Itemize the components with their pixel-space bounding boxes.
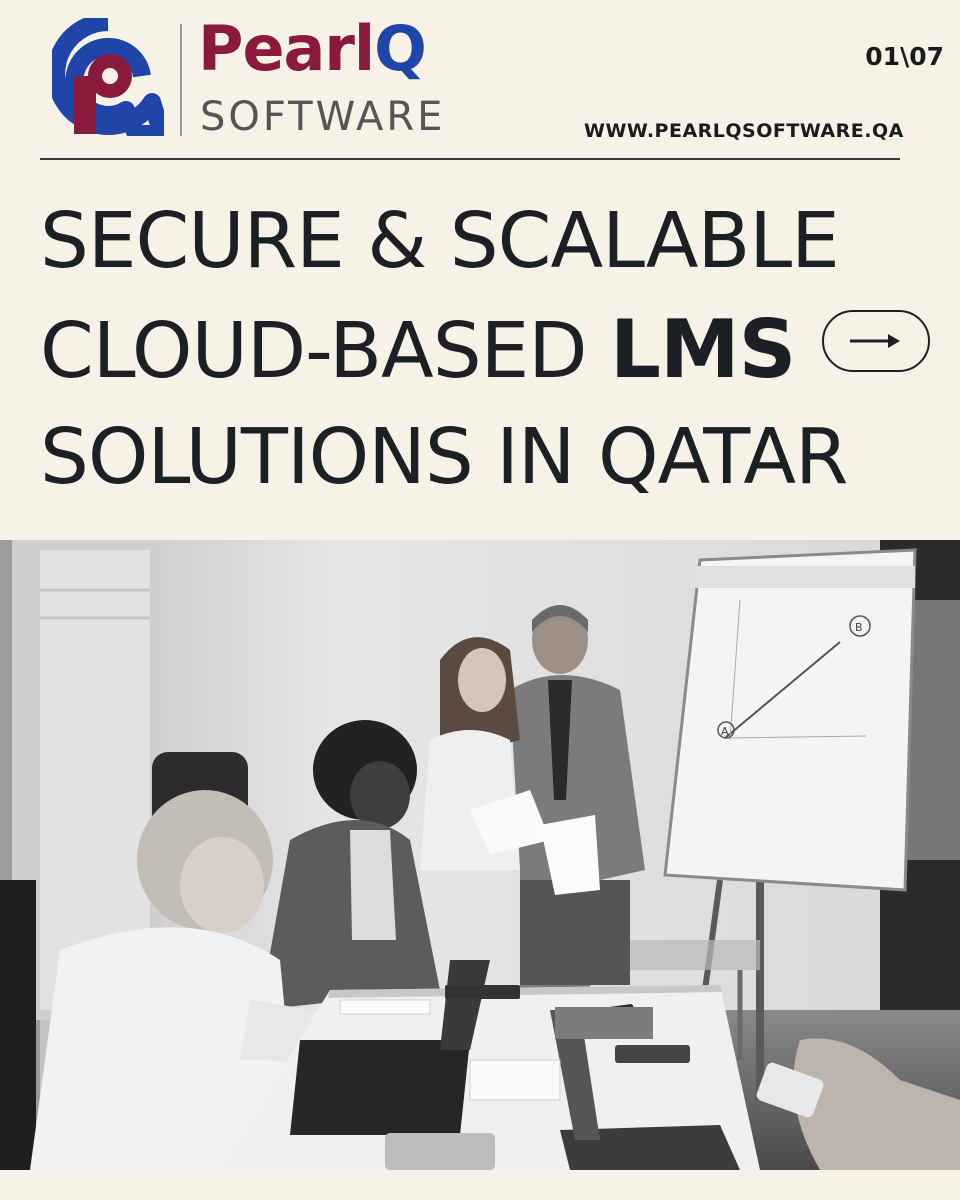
pearlq-logo-mark-icon <box>52 18 164 136</box>
headline-line-2-regular: CLOUD-BASED <box>40 307 611 396</box>
headline-line-3: SOLUTIONS IN QATAR <box>40 413 848 502</box>
headline-line-1: SECURE & SCALABLE <box>40 197 839 286</box>
logo-subtitle: SOFTWARE <box>200 94 446 140</box>
headline-line-2 <box>40 296 920 404</box>
headline <box>40 188 920 512</box>
logo-wordmark: PearlQ <box>198 12 426 85</box>
header-divider <box>40 158 900 160</box>
flipchart-label-b: B <box>855 621 863 634</box>
headline-lms-bold: LMS <box>610 303 796 396</box>
team-meeting-photo <box>0 540 960 1170</box>
flipchart-label-a: A <box>721 725 729 738</box>
logo-divider <box>180 24 182 136</box>
page-counter: 01\07 <box>865 42 944 71</box>
website-url: WWW.PEARLQSOFTWARE.QA <box>584 120 904 142</box>
next-arrow-button[interactable] <box>822 310 930 372</box>
arrow-right-icon <box>848 331 904 351</box>
brand-logo <box>52 12 512 140</box>
